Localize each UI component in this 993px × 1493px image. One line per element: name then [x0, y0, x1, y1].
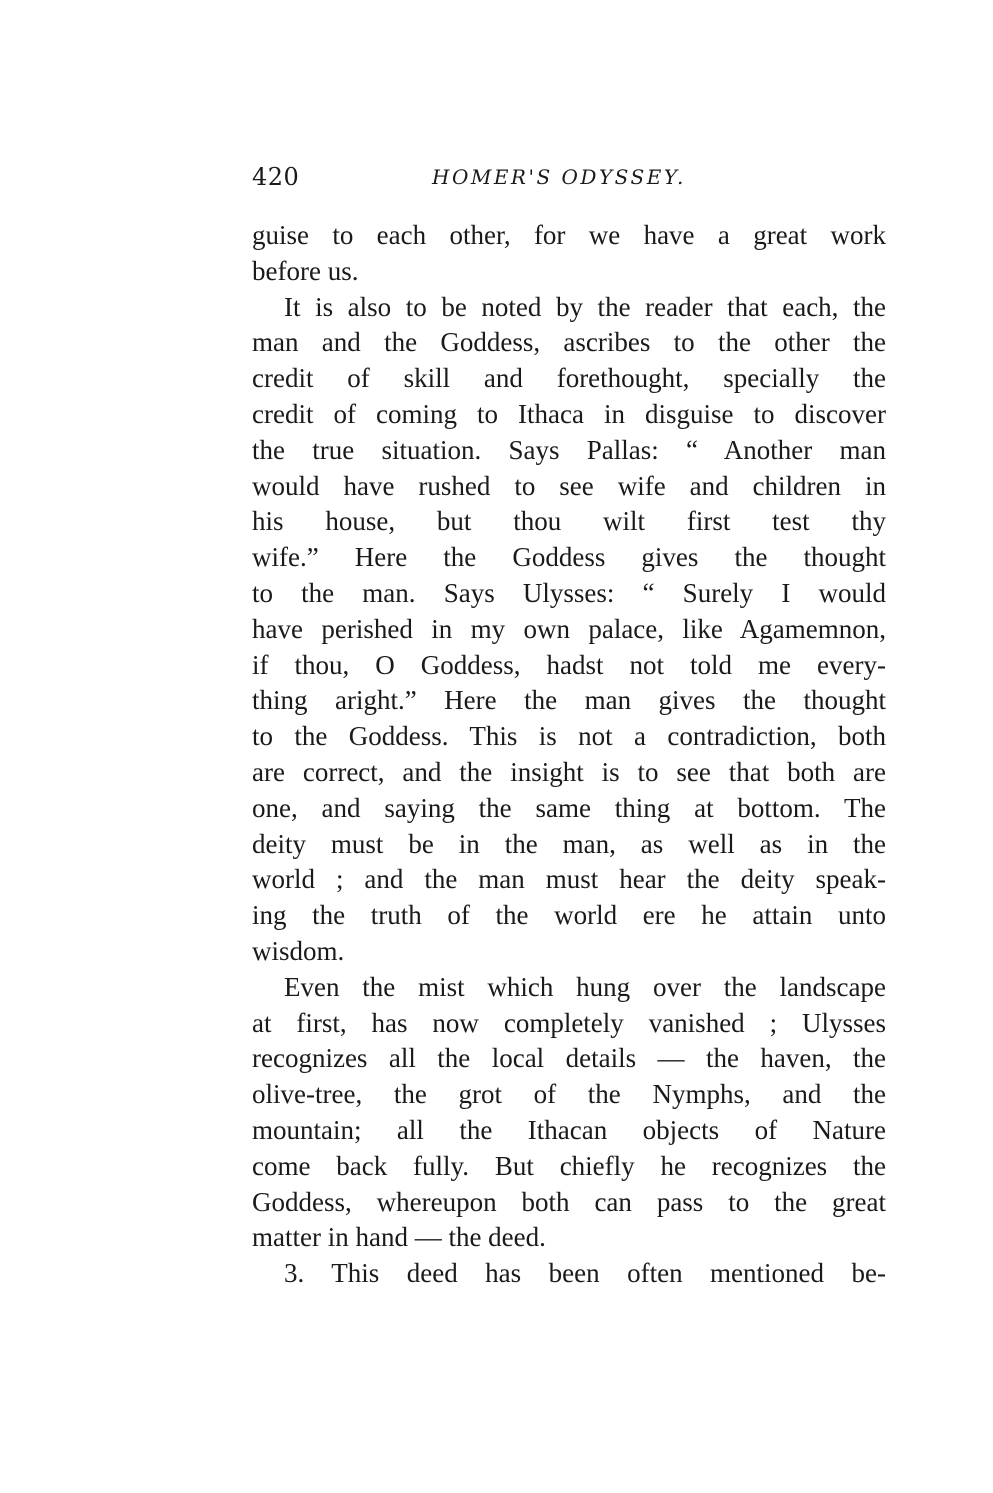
text-line: man and the Goddess, ascribes to the other the — [252, 327, 886, 358]
text-line: guise to each other, for we have a great work — [252, 220, 886, 250]
text-line: if thou, O Goddess, hadst not told me every- — [252, 649, 886, 680]
paragraph-1 — [252, 218, 886, 290]
text-line: It is also to be noted by the reader that each, the — [284, 291, 886, 322]
text-line: before us. — [252, 255, 359, 286]
text-line: one, and saying the same thing at bottom. The — [252, 792, 886, 823]
text-line: to the Goddess. This is not a contradiction, both — [252, 721, 886, 752]
text-line: wisdom. — [252, 935, 345, 966]
running-title: HOMER'S ODYSSEY. — [432, 165, 686, 189]
text-line: have perished in my own palace, like Agamemnon, — [252, 613, 886, 644]
text-line: Goddess, whereupon both can pass to the great — [252, 1186, 886, 1217]
text-line: recognizes all the local details — the haven, the — [252, 1043, 886, 1074]
text-line: credit of skill and forethought, specially the — [252, 363, 886, 394]
text-line: the true situation. Says Pallas: “ Another man — [252, 434, 886, 465]
text-line: come back fully. But chiefly he recognizes the — [252, 1150, 886, 1181]
running-head — [252, 163, 886, 199]
text-line: ing the truth of the world ere he attain unto — [252, 900, 886, 931]
text-line: world ; and the man must hear the deity speak- — [252, 864, 886, 895]
paragraph-3 — [252, 970, 886, 1256]
text-line: mountain; all the Ithacan objects of Nature — [252, 1114, 886, 1145]
text-line: wife.” Here the Goddess gives the thought — [252, 542, 886, 573]
paragraph-2 — [252, 290, 886, 970]
text-line: matter in hand — the deed. — [252, 1222, 546, 1253]
text-line: at first, has now completely vanished ; Ulysses — [252, 1007, 886, 1038]
text-line: Even the mist which hung over the landscape — [284, 971, 886, 1002]
text-line: his house, but thou wilt first test thy — [252, 506, 886, 537]
text-line: deity must be in the man, as well as in the — [252, 828, 886, 859]
text-line: credit of coming to Ithaca in disguise to discover — [252, 398, 886, 429]
text-line: olive-tree, the grot of the Nymphs, and the — [252, 1079, 886, 1110]
text-line: to the man. Says Ulysses: “ Surely I would — [252, 577, 886, 608]
text-line: are correct, and the insight is to see that both are — [252, 756, 886, 787]
text-line: would have rushed to see wife and children in — [252, 470, 886, 501]
text-line: thing aright.” Here the man gives the thought — [252, 685, 886, 716]
text-line: 3. This deed has been often mentioned be- — [284, 1258, 886, 1289]
body-text — [252, 218, 886, 1292]
page-number: 420 — [252, 163, 300, 191]
paragraph-4 — [252, 1256, 886, 1292]
